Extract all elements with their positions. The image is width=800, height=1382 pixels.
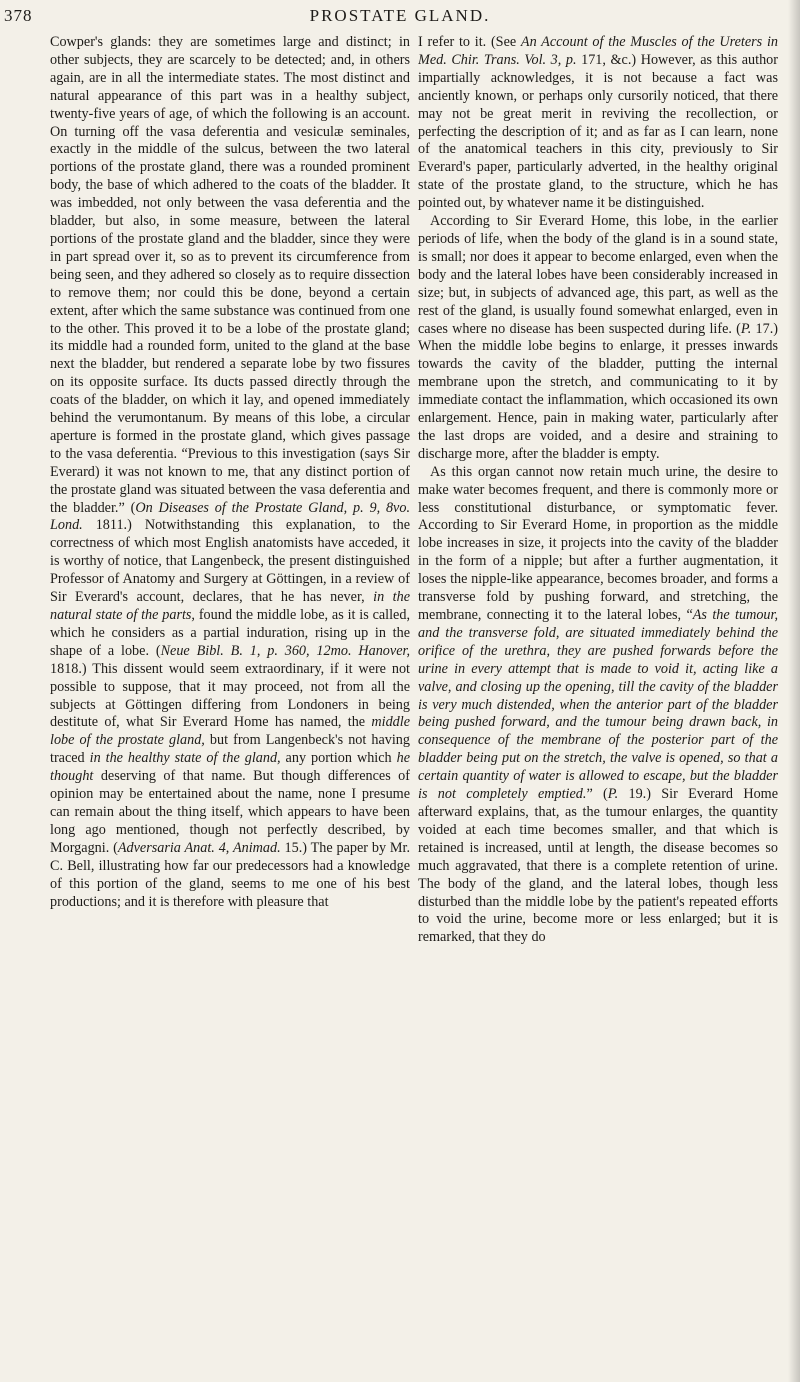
text-run: 15.) The paper by Mr. C. Bell, illustrating how far our predecessors had a knowledge of this portion of the gland, seems to me one of his best productions; and it is therefore with pleasure that xyxy=(50,839,410,910)
page-header xyxy=(0,4,800,34)
text-run: ” ( xyxy=(586,786,608,803)
page-edge-shadow xyxy=(788,0,800,1382)
right-paragraph xyxy=(418,464,778,947)
citation: P. xyxy=(740,320,752,337)
page-number: 378 xyxy=(4,6,33,25)
quotation: As the tumour, and the transverse fold, are situated immediately behind the orifice of the urethra, they are pushed forwards before the urine in every attempt that is made to void it, acting like a valve, and closing up the opening, till the cavity of the bladder is very much distended, when the anterior part of the bladder being pushed forward, and the tumour being drawn back, in consequence of the membrane of the posterior part of the bladder being put on the stretch, the valve is opened, so that a certain quantity of water is allowed to escape, but the bladder is not completely emptied. xyxy=(418,607,778,803)
emphasis: in the healthy state of the gland, xyxy=(89,750,281,767)
text-run: found the middle lobe, as it is called, which he considers as a partial induration, rising up in the shape of a lobe. ( xyxy=(50,607,410,659)
text-run: but from Langenbeck's not having traced xyxy=(50,732,410,767)
emphasis: middle lobe of the prostate gland, xyxy=(50,714,410,749)
text-run: 1818.) This dissent would seem extraordinary, if it were not possible to suppose, that it may proceed, not from all the subjects at Göttingen differing from Londoners in being destitute of, what Sir Everard Home has named, the xyxy=(50,660,410,731)
text-run: According to Sir Everard Home, this lobe, in the earlier periods of life, when the body of the gland is in a sound state, is small; nor does it appear to become enlarged, even when the body and the lateral lobes have been considerably increased in size; but, in subjects of advanced age, this part, as well as the rest of the gland, is usually found somewhat enlarged, even in cases where no disease has been suspected during life. ( xyxy=(418,213,778,337)
emphasis: he thought xyxy=(50,750,410,785)
citation: Neue Bibl. B. 1, p. 360, 12mo. Hanover, xyxy=(160,642,410,659)
text-run: Cowper's glands: they are sometimes large and distinct; in other subjects, they are scarcely to be detected; and, in others again, are in all the intermediate states. The most distinct and natural appearance of this part was in a healthy subject, twenty-five years of age, of which the following is an account. On turning off the vasa deferentia and vesiculæ seminales, exactly in the middle of the sulcus, between the two lateral portions of the prostate gland, there was a rounded prominent body, the base of which adhered to the coats of the bladder. It was imbedded, not only between the vasa deferentia and the bladder, but also, in some measure, between the lateral portions of the prostate gland and the bladder, since they were in part spread over it, so as to prevent its circumference from being seen, and they adhered so closely as to require dissection to remove them; nor could this be done, beyond a certain extent, after which the same substance was continued from one to the other. This proved it to be a lobe of the prostate gland; its middle had a rounded form, united to the gland at the base next the bladder, but rendered a separate lobe by two fissures on its opposite surface. Its ducts passed directly through the coats of the bladder, on which it lay, and opened immediately behind the verumontanum. By means of this lobe, a circular aperture is formed in the prostate gland, which gives passage to the vasa deferentia. “Previous to this investigation (says Sir Everard) it was not known to me, that any distinct portion of the prostate gland was situated between the vasa deferentia and the bladder.” ( xyxy=(50,34,410,516)
text-run: 1811.) Notwithstanding this explanation, to the correctness of which most English anatomists have acceded, it is worthy of notice, that Langenbeck, the present distinguished Professor of Anatomy and Surgery at Göttingen, in a review of Sir Everard's account, declares, that he has never, xyxy=(50,517,410,606)
text-run: 17.) When the middle lobe begins to enlarge, it presses inwards towards the cavity of the bladder, putting the internal membrane upon the stretch, and communicating to it by immediate contact the inflammation, which occasioned its own enlargement. Hence, pain in making water, particularly after the last drops are voided, and a desire and straining to discharge more, after the bladder is empty. xyxy=(418,320,778,462)
citation: An Account of the Muscles of the Ureters in Med. Chir. Trans. Vol. 3, p. xyxy=(418,34,778,68)
text-run: As this organ cannot now retain much urine, the desire to make water becomes frequent, and there is commonly more or less constitutional disturbance, or symptomatic fever. According to Sir Everard Home, in proportion as the middle lobe increases in size, it projects into the cavity of the bladder in the form of a nipple; but after a further augmentation, it loses the nipple-like appearance, becomes broader, and forms a transverse fold by pushing forward, and stretching, the membrane, connecting it to the lateral lobes, “ xyxy=(418,463,778,623)
citation: P. xyxy=(607,786,619,803)
right-column xyxy=(418,34,778,1379)
text-run: deserving of that name. But though differences of opinion may be entertained about the name, none I presume can remain about the thing itself, which appears to have been long ago mentioned, though not perfectly described, by Morgagni. ( xyxy=(50,768,410,856)
text-run: any portion which xyxy=(280,750,397,767)
citation: Adversaria Anat. 4, Animad. xyxy=(117,839,281,856)
right-paragraph xyxy=(418,213,778,464)
right-paragraph xyxy=(418,34,778,213)
running-head: PROSTATE GLAND. xyxy=(309,6,491,25)
left-paragraph xyxy=(50,34,410,911)
text-run: I refer to it. (See xyxy=(418,34,521,50)
citation: On Diseases of the Prostate Gland, p. 9, 8vo. Lond. xyxy=(50,499,410,534)
text-run: 171, &c.) However, as this author impartially acknowledges, it is not because a fact was anciently known, or perhaps only cursorily noticed, that there may not be great merit in reviving the recollection, or perfecting the description of it; and as far as I can learn, none of the anatomical teachers in this city, previously to Sir Everard's paper, particularly adverted, in the healthy original state of the prostate gland, to the structure, which he has pointed out, by whatever name it be distinguished. xyxy=(418,51,778,212)
left-column xyxy=(50,34,410,1379)
text-run: 19.) Sir Everard Home afterward explains, that, as the tumour enlarges, the quantity voided at each time becomes smaller, and that which is retained is increased, until at length, the disease becomes so much aggravated, that there is a complete retention of urine. The body of the gland, and the lateral lobes, though less disturbed than the middle lobe by the patient's repeated efforts to void the urine, become more or less enlarged; but it is remarked, that they do xyxy=(418,786,778,946)
emphasis: in the natural state of the parts, xyxy=(50,589,410,623)
